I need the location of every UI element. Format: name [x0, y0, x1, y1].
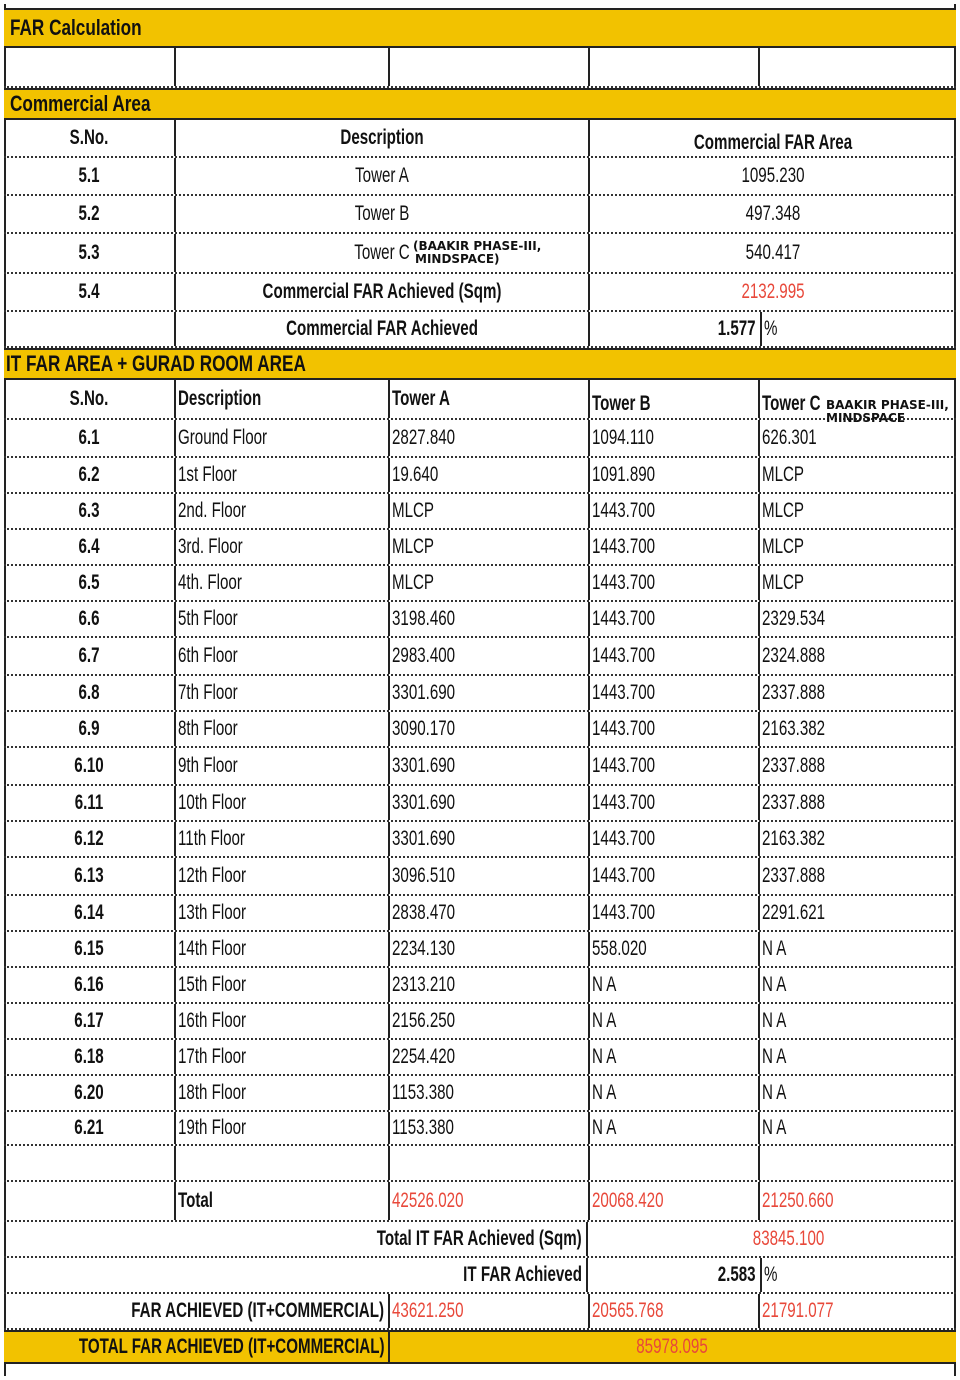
sno-cell: 6.17 — [74, 1009, 104, 1032]
tower-a-cell: 2254.420 — [392, 1045, 456, 1068]
sno-cell: 6.7 — [78, 644, 100, 667]
floor-cell: 19th Floor — [178, 1116, 247, 1139]
table-row — [4, 566, 956, 602]
tower-b-cell: 1443.700 — [592, 827, 656, 850]
tower-c-cell: N A — [762, 1081, 787, 1104]
page-title: FAR Calculation — [10, 15, 142, 40]
tower-a-cell: 2838.470 — [392, 901, 456, 924]
total-tower-b: 20068.420 — [592, 1189, 664, 1212]
tower-a-cell: 3096.510 — [392, 864, 456, 887]
tower-c-note — [413, 240, 541, 266]
floor-cell: 3rd. Floor — [178, 535, 243, 558]
area-cell: 1095.230 — [741, 164, 805, 187]
tower-a-cell: MLCP — [392, 571, 435, 594]
sno-cell: 6.11 — [74, 791, 104, 814]
it-achieved-row — [4, 1258, 956, 1294]
it-header-row — [4, 380, 956, 420]
sno-cell: 6.6 — [78, 607, 100, 630]
sno-cell: 6.3 — [78, 499, 100, 522]
tower-b-cell: N A — [592, 1081, 617, 1104]
table-row — [4, 602, 956, 638]
table-row — [4, 748, 956, 786]
sno-cell: 6.8 — [78, 681, 100, 704]
tower-b-cell: N A — [592, 1009, 617, 1032]
it-achieved-value: 2.583 — [718, 1263, 756, 1286]
far-achieved-label: FAR ACHIEVED (IT+COMMERCIAL) — [131, 1299, 384, 1322]
floor-cell: 13th Floor — [178, 901, 247, 924]
it-achieved-label: IT FAR Achieved — [463, 1263, 582, 1286]
tower-b-cell: 1443.700 — [592, 681, 656, 704]
tower-c-cell: 2324.888 — [762, 644, 826, 667]
sno-cell: 6.14 — [74, 901, 104, 924]
sno-cell: 6.9 — [78, 717, 100, 740]
header-tower-c: Tower C — [762, 392, 821, 416]
floor-cell: 12th Floor — [178, 864, 247, 887]
total-label: Total — [178, 1189, 213, 1212]
floor-cell: 16th Floor — [178, 1009, 247, 1032]
tower-b-cell: 1091.890 — [592, 463, 656, 486]
table-row — [4, 1040, 956, 1076]
table-row — [4, 858, 956, 896]
tower-a-cell: 1153.380 — [392, 1081, 454, 1104]
sno-cell: 5.3 — [78, 241, 100, 264]
commercial-achieved-value: 1.577 — [718, 317, 756, 340]
floor-cell: 10th Floor — [178, 791, 247, 814]
tower-a-cell: 3301.690 — [392, 791, 456, 814]
total-it-value: 83845.100 — [752, 1227, 824, 1250]
spacer-row — [4, 48, 956, 88]
tower-c-cell: N A — [762, 937, 787, 960]
commercial-achieved-row — [4, 312, 956, 348]
it-heading: IT FAR AREA + GURAD ROOM AREA — [6, 351, 306, 376]
tower-a-cell: 2983.400 — [392, 644, 456, 667]
tower-c-note-line1: (BAAKIR PHASE-III, — [413, 239, 542, 253]
description-cell: Tower C — [354, 241, 410, 264]
sno-cell: 6.10 — [74, 754, 104, 777]
percent-unit: % — [764, 317, 778, 340]
tower-b-cell: 1443.700 — [592, 535, 656, 558]
floor-cell: 17th Floor — [178, 1045, 247, 1068]
table-row — [4, 1112, 956, 1146]
tower-b-cell: N A — [592, 1116, 617, 1139]
table-row — [4, 494, 956, 530]
percent-unit: % — [764, 1263, 778, 1286]
tower-c-note-line2: MINDSPACE) — [415, 252, 500, 266]
tower-c-cell: MLCP — [762, 571, 805, 594]
tower-b-cell: 1443.700 — [592, 644, 656, 667]
tower-b-cell: 1443.700 — [592, 864, 656, 887]
tower-a-cell: MLCP — [392, 535, 435, 558]
sno-cell: 5.4 — [78, 280, 100, 303]
total-far-value: 85978.095 — [636, 1335, 708, 1358]
tower-b-cell: 1443.700 — [592, 754, 656, 777]
sno-cell: 6.15 — [74, 937, 104, 960]
floor-cell: 7th Floor — [178, 681, 238, 704]
header-tower-a: Tower A — [392, 387, 450, 410]
floor-cell: 11th Floor — [178, 827, 245, 850]
sno-cell: 6.16 — [74, 973, 104, 996]
header-description: Description — [340, 126, 424, 149]
area-cell: 540.417 — [745, 241, 801, 264]
tower-a-cell: 2313.210 — [392, 973, 456, 996]
table-row — [4, 1004, 956, 1040]
table-row — [4, 420, 956, 458]
tower-c-cell: 2163.382 — [762, 827, 826, 850]
tower-c-cell: 2291.621 — [762, 901, 826, 924]
tower-c-header-note-line2: MINDSPACE — [826, 411, 906, 425]
tower-a-cell: 3301.690 — [392, 754, 456, 777]
tower-c-cell: 2329.534 — [762, 607, 826, 630]
commercial-heading-band — [4, 88, 956, 120]
tower-c-cell: 2337.888 — [762, 791, 826, 814]
table-row — [4, 530, 956, 566]
table-row — [4, 786, 956, 822]
header-sno: S.No. — [69, 126, 109, 149]
header-tower-b: Tower B — [592, 392, 651, 416]
tower-c-cell: 2337.888 — [762, 681, 826, 704]
area-cell: 497.348 — [745, 202, 801, 225]
sno-cell: 6.20 — [74, 1081, 104, 1104]
tower-a-cell: 3090.170 — [392, 717, 456, 740]
sno-cell: 6.21 — [74, 1116, 104, 1139]
tower-b-cell: 1443.700 — [592, 571, 656, 594]
sno-cell: 5.2 — [78, 202, 100, 225]
it-heading-band — [4, 348, 956, 380]
tower-c-cell: N A — [762, 973, 787, 996]
tower-a-cell: 2827.840 — [392, 426, 456, 449]
floor-cell: 5th Floor — [178, 607, 238, 630]
tower-a-cell: MLCP — [392, 499, 435, 522]
total-far-band — [4, 1330, 956, 1364]
description-cell: Tower B — [354, 202, 410, 225]
total-tower-c: 21250.660 — [762, 1189, 834, 1212]
sno-cell: 6.18 — [74, 1045, 104, 1068]
total-far-label: TOTAL FAR ACHIEVED (IT+COMMERCIAL) — [78, 1335, 384, 1358]
table-row — [4, 712, 956, 748]
title-band — [4, 8, 956, 48]
commercial-far-sqm-value: 2132.995 — [741, 280, 805, 303]
tower-c-cell: MLCP — [762, 499, 805, 522]
commercial-header-row — [4, 120, 956, 158]
floor-cell: 8th Floor — [178, 717, 238, 740]
tower-c-cell: 2337.888 — [762, 754, 826, 777]
floor-cell: 15th Floor — [178, 973, 247, 996]
header-description: Description — [178, 387, 262, 410]
sno-cell: 6.1 — [78, 426, 100, 449]
tower-c-cell: 2163.382 — [762, 717, 826, 740]
tower-b-cell: 1443.700 — [592, 791, 656, 814]
sno-cell: 6.13 — [74, 864, 104, 887]
tower-c-cell: N A — [762, 1045, 787, 1068]
tower-b-cell: N A — [592, 973, 617, 996]
sno-cell: 6.4 — [78, 535, 100, 558]
floor-cell: Ground Floor — [178, 426, 268, 449]
tower-c-cell: N A — [762, 1009, 787, 1032]
tower-c-cell: N A — [762, 1116, 787, 1139]
table-row — [4, 458, 956, 494]
far-achieved-row — [4, 1294, 956, 1330]
description-cell: Commercial FAR Achieved (Sqm) — [262, 280, 502, 303]
far-tower-a: 43621.250 — [392, 1299, 464, 1322]
tower-c-cell: 626.301 — [762, 426, 817, 449]
tower-a-cell: 1153.380 — [392, 1116, 454, 1139]
sno-cell: 6.12 — [74, 827, 104, 850]
floor-cell: 4th. Floor — [178, 571, 242, 594]
floor-cell: 18th Floor — [178, 1081, 247, 1104]
tower-b-cell: 1094.110 — [592, 426, 654, 449]
floor-cell: 6th Floor — [178, 644, 238, 667]
tower-c-cell: MLCP — [762, 535, 805, 558]
tower-b-cell: 1443.700 — [592, 607, 656, 630]
tower-a-cell: 3198.460 — [392, 607, 456, 630]
description-cell: Tower A — [355, 164, 409, 187]
total-row — [4, 1182, 956, 1222]
sno-cell: 6.5 — [78, 571, 100, 594]
table-row — [4, 196, 956, 234]
tower-c-cell: 2337.888 — [762, 864, 826, 887]
tower-a-cell: 19.640 — [392, 463, 439, 486]
table-row — [4, 274, 956, 312]
tower-b-cell: 1443.700 — [592, 717, 656, 740]
total-it-label: Total IT FAR Achieved (Sqm) — [377, 1227, 582, 1250]
table-row — [4, 932, 956, 968]
table-row — [4, 676, 956, 712]
table-row — [4, 638, 956, 676]
far-tower-c: 21791.077 — [762, 1299, 834, 1322]
tower-a-cell: 3301.690 — [392, 681, 456, 704]
tower-a-cell: 2156.250 — [392, 1009, 456, 1032]
spacer-row — [4, 1146, 956, 1182]
total-it-row — [4, 1222, 956, 1258]
tower-a-cell: 3301.690 — [392, 827, 456, 850]
total-tower-a: 42526.020 — [392, 1189, 464, 1212]
commercial-achieved-label: Commercial FAR Achieved — [286, 317, 478, 340]
sno-cell: 6.2 — [78, 463, 100, 486]
table-row — [4, 1076, 956, 1112]
table-row — [4, 896, 956, 932]
tower-b-cell: 1443.700 — [592, 901, 656, 924]
table-row — [4, 968, 956, 1004]
tower-a-cell: 2234.130 — [392, 937, 456, 960]
tower-b-cell: 558.020 — [592, 937, 647, 960]
floor-cell: 2nd. Floor — [178, 499, 247, 522]
table-row — [4, 822, 956, 858]
table-row — [4, 158, 956, 196]
header-commercial-far-area: Commercial FAR Area — [693, 131, 853, 155]
floor-cell: 14th Floor — [178, 937, 247, 960]
tower-b-cell: 1443.700 — [592, 499, 656, 522]
tower-c-header-note-line1: BAAKIR PHASE-III, — [826, 398, 949, 412]
tower-b-cell: N A — [592, 1045, 617, 1068]
header-sno: S.No. — [69, 387, 109, 410]
tower-c-cell: MLCP — [762, 463, 805, 486]
far-tower-b: 20565.768 — [592, 1299, 664, 1322]
floor-cell: 9th Floor — [178, 754, 238, 777]
floor-cell: 1st Floor — [178, 463, 237, 486]
sno-cell: 5.1 — [78, 164, 100, 187]
commercial-heading: Commercial Area — [10, 91, 151, 116]
